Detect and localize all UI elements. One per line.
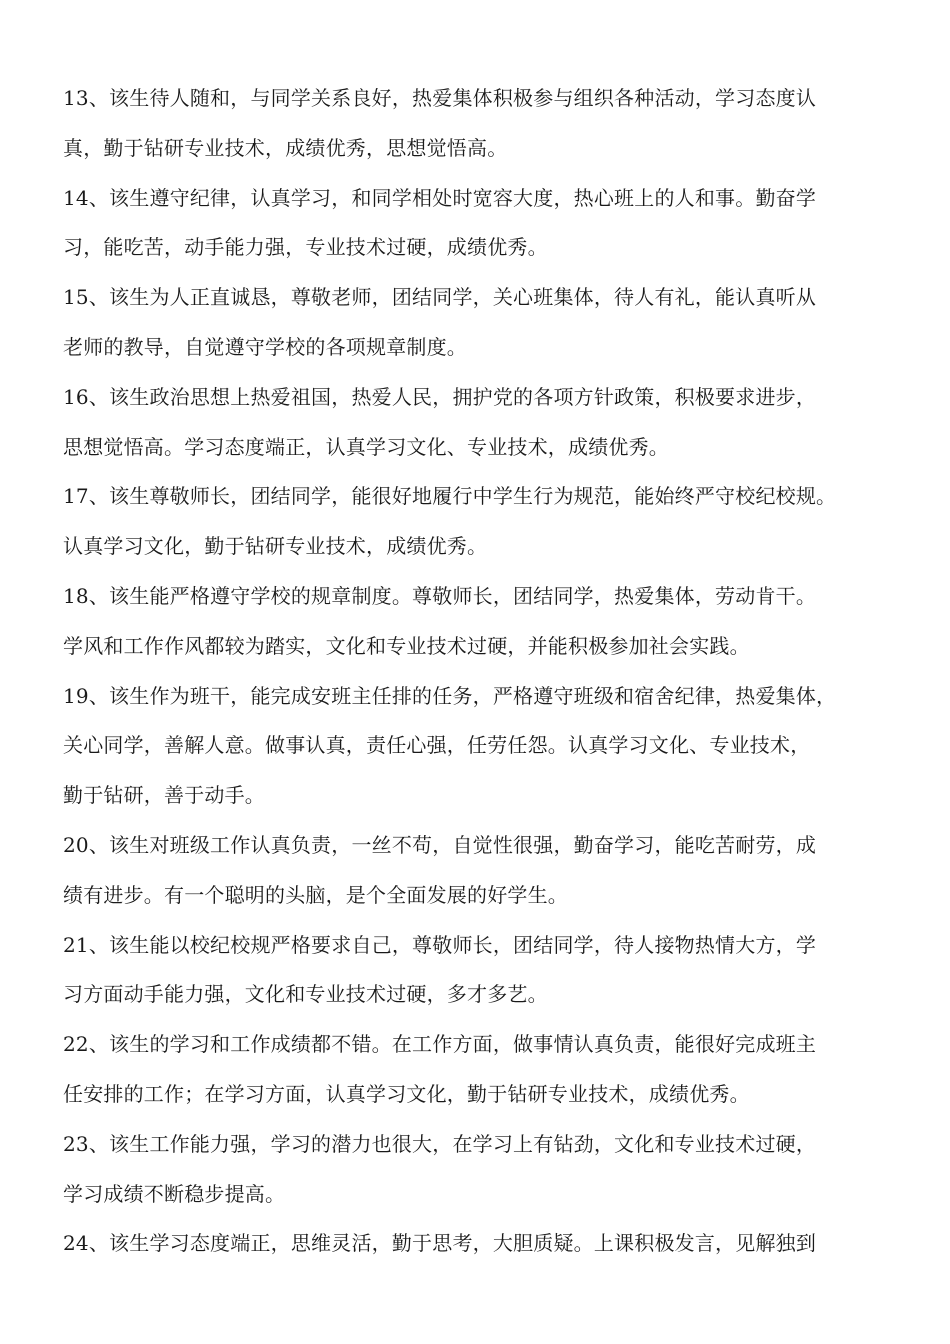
entry-line: 任安排的工作；在学习方面，认真学习文化，勤于钻研专业技术，成绩优秀。 [63, 1081, 750, 1106]
entry-line: 24、该生学习态度端正，思维灵活，勤于思考，大胆质疑。上课积极发言，见解独到 [63, 1231, 817, 1256]
entry-line: 习方面动手能力强，文化和专业技术过硬，多才多艺。 [63, 982, 548, 1007]
comment-entry-18 [63, 572, 903, 672]
entry-line: 21、该生能以校纪校规严格要求自己，尊敬师长，团结同学，待人接物热情大方，学 [63, 932, 817, 957]
entry-line: 学习成绩不断稳步提高。 [63, 1181, 286, 1206]
comment-entry-14 [63, 174, 903, 274]
entry-line: 绩有进步。有一个聪明的头脑，是个全面发展的好学生。 [63, 882, 568, 907]
entry-line: 16、该生政治思想上热爱祖国，热爱人民，拥护党的各项方针政策，积极要求进步， [63, 384, 817, 409]
entry-line: 勤于钻研，善于动手。 [63, 783, 265, 808]
entry-line: 认真学习文化，勤于钻研专业技术，成绩优秀。 [63, 534, 488, 559]
comment-entry-19 [63, 672, 903, 821]
entry-line: 20、该生对班级工作认真负责，一丝不苟，自觉性很强，勤奋学习，能吃苦耐劳，成 [63, 832, 817, 857]
comment-entry-23 [63, 1120, 903, 1220]
entry-line: 15、该生为人正直诚恳，尊敬老师，团结同学，关心班集体，待人有礼，能认真听从 [63, 285, 817, 310]
entry-line: 习，能吃苦，动手能力强，专业技术过硬，成绩优秀。 [63, 235, 548, 260]
comment-entry-15 [63, 273, 903, 373]
entry-line: 19、该生作为班干，能完成安班主任排的任务，严格遵守班级和宿舍纪律，热爱集体， [63, 683, 837, 708]
document-body [63, 74, 903, 1269]
entry-line: 老师的教导，自觉遵守学校的各项规章制度。 [63, 334, 467, 359]
entry-line: 18、该生能严格遵守学校的规章制度。尊敬师长，团结同学，热爱集体，劳动肯干。 [63, 583, 817, 608]
entry-line: 思想觉悟高。学习态度端正，认真学习文化、专业技术，成绩优秀。 [63, 434, 669, 459]
comment-entry-20 [63, 821, 903, 921]
entry-line: 17、该生尊敬师长，团结同学，能很好地履行中学生行为规范，能始终严守校纪校规。 [63, 484, 837, 509]
entry-line: 13、该生待人随和，与同学关系良好，热爱集体积极参与组织各种活动，学习态度认 [63, 86, 817, 110]
entry-line: 22、该生的学习和工作成绩都不错。在工作方面，做事情认真负责，能很好完成班主 [63, 1032, 817, 1057]
entry-line: 关心同学，善解人意。做事认真，责任心强，任劳任怨。认真学习文化、专业技术， [63, 733, 811, 758]
comment-entry-17 [63, 472, 903, 572]
comment-entry-22 [63, 1020, 903, 1120]
entry-line: 真，勤于钻研专业技术，成绩优秀，思想觉悟高。 [63, 135, 508, 160]
comment-entry-13 [63, 74, 903, 174]
entry-line: 学风和工作作风都较为踏实，文化和专业技术过硬，并能积极参加社会实践。 [63, 633, 750, 658]
comment-entry-24 [63, 1219, 903, 1269]
comment-entry-16 [63, 373, 903, 473]
entry-line: 23、该生工作能力强，学习的潜力也很大，在学习上有钻劲，文化和专业技术过硬， [63, 1131, 817, 1156]
comment-entry-21 [63, 921, 903, 1021]
entry-line: 14、该生遵守纪律，认真学习，和同学相处时宽容大度，热心班上的人和事。勤奋学 [63, 185, 817, 210]
